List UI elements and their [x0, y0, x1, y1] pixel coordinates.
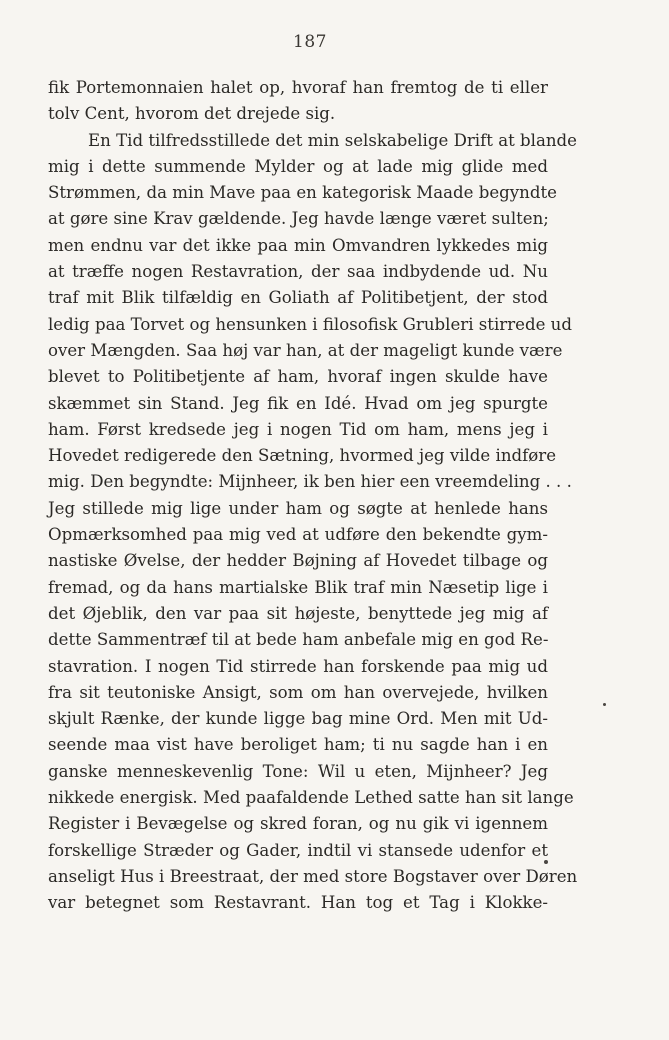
text-line: ham. Først kredsede jeg i nogen Tid om ham, mens jeg i — [48, 419, 548, 439]
page-number: 187 — [293, 32, 327, 52]
paper-speck — [603, 703, 606, 706]
text-line: at gøre sine Krav gældende. Jeg havde længe været sulten; — [48, 209, 549, 229]
paper-speck — [544, 860, 548, 864]
text-line: En Tid tilfredsstillede det min selskabelige Drift at blande — [88, 130, 577, 150]
text-line: traf mit Blik tilfældig en Goliath af Politibetjent, der stod — [48, 288, 548, 308]
text-line: fra sit teutoniske Ansigt, som om han overvejede, hvilken — [48, 682, 548, 702]
text-line: Strømmen, da min Mave paa en kategorisk Maade begyndte — [48, 183, 557, 203]
text-line: mig. Den begyndte: Mijnheer, ik ben hier een vreemdeling . . . — [48, 472, 572, 492]
text-line: var betegnet som Restavrant. Han tog et Tag i Klokke- — [48, 893, 548, 913]
text-line: Hovedet redigerede den Sætning, hvormed jeg vilde indføre — [48, 446, 557, 466]
text-line: fremad, og da hans martialske Blik traf min Næsetip lige i — [48, 577, 548, 597]
text-line: anseligt Hus i Breestraat, der med store Bogstaver over Døren — [48, 866, 578, 886]
text-line: skjult Rænke, der kunde ligge bag mine Ord. Men mit Ud- — [48, 709, 548, 729]
text-line: forskellige Stræder og Gader, indtil vi stansede udenfor et — [48, 840, 548, 860]
text-line: dette Sammentræf til at bede ham anbefale mig en god Re- — [48, 630, 549, 650]
text-line: mig i dette summende Mylder og at lade mig glide med — [48, 156, 548, 176]
text-line: det Øjeblik, den var paa sit højeste, benyttede jeg mig af — [48, 603, 548, 623]
text-line: Opmærksomhed paa mig ved at udføre den bekendte gym- — [48, 525, 548, 545]
body-text — [48, 75, 578, 917]
text-line: ganske menneskevenlig Tone: Wil u eten, Mijnheer? Jeg — [48, 761, 548, 781]
text-line: at træffe nogen Restavration, der saa indbydende ud. Nu — [48, 262, 548, 282]
text-line: tolv Cent, hvorom det drejede sig. — [48, 104, 336, 124]
text-line: men endnu var det ikke paa min Omvandren lykkedes mig — [48, 235, 548, 255]
text-line: nikkede energisk. Med paafaldende Lethed satte han sit lange — [48, 788, 574, 808]
text-line: blevet to Politibetjente af ham, hvoraf ingen skulde have — [48, 367, 548, 387]
text-line: stavration. I nogen Tid stirrede han forskende paa mig ud — [48, 656, 548, 676]
text-line: fik Portemonnaien halet op, hvoraf han fremtog de ti eller — [48, 78, 548, 97]
text-line: seende maa vist have beroliget ham; ti nu sagde han i en — [48, 735, 548, 755]
text-line: over Mængden. Saa høj var han, at der mageligt kunde være — [48, 340, 563, 360]
text-line: ledig paa Torvet og hensunken i filosofisk Grubleri stirrede ud — [48, 314, 572, 334]
text-line: Jeg stillede mig lige under ham og søgte at henlede hans — [48, 498, 548, 518]
text-line: skæmmet sin Stand. Jeg fik en Idé. Hvad om jeg spurgte — [48, 393, 548, 413]
text-line: Register i Bevægelse og skred foran, og nu gik vi igennem — [48, 814, 548, 834]
text-line: nastiske Øvelse, der hedder Bøjning af Hovedet tilbage og — [48, 551, 548, 571]
